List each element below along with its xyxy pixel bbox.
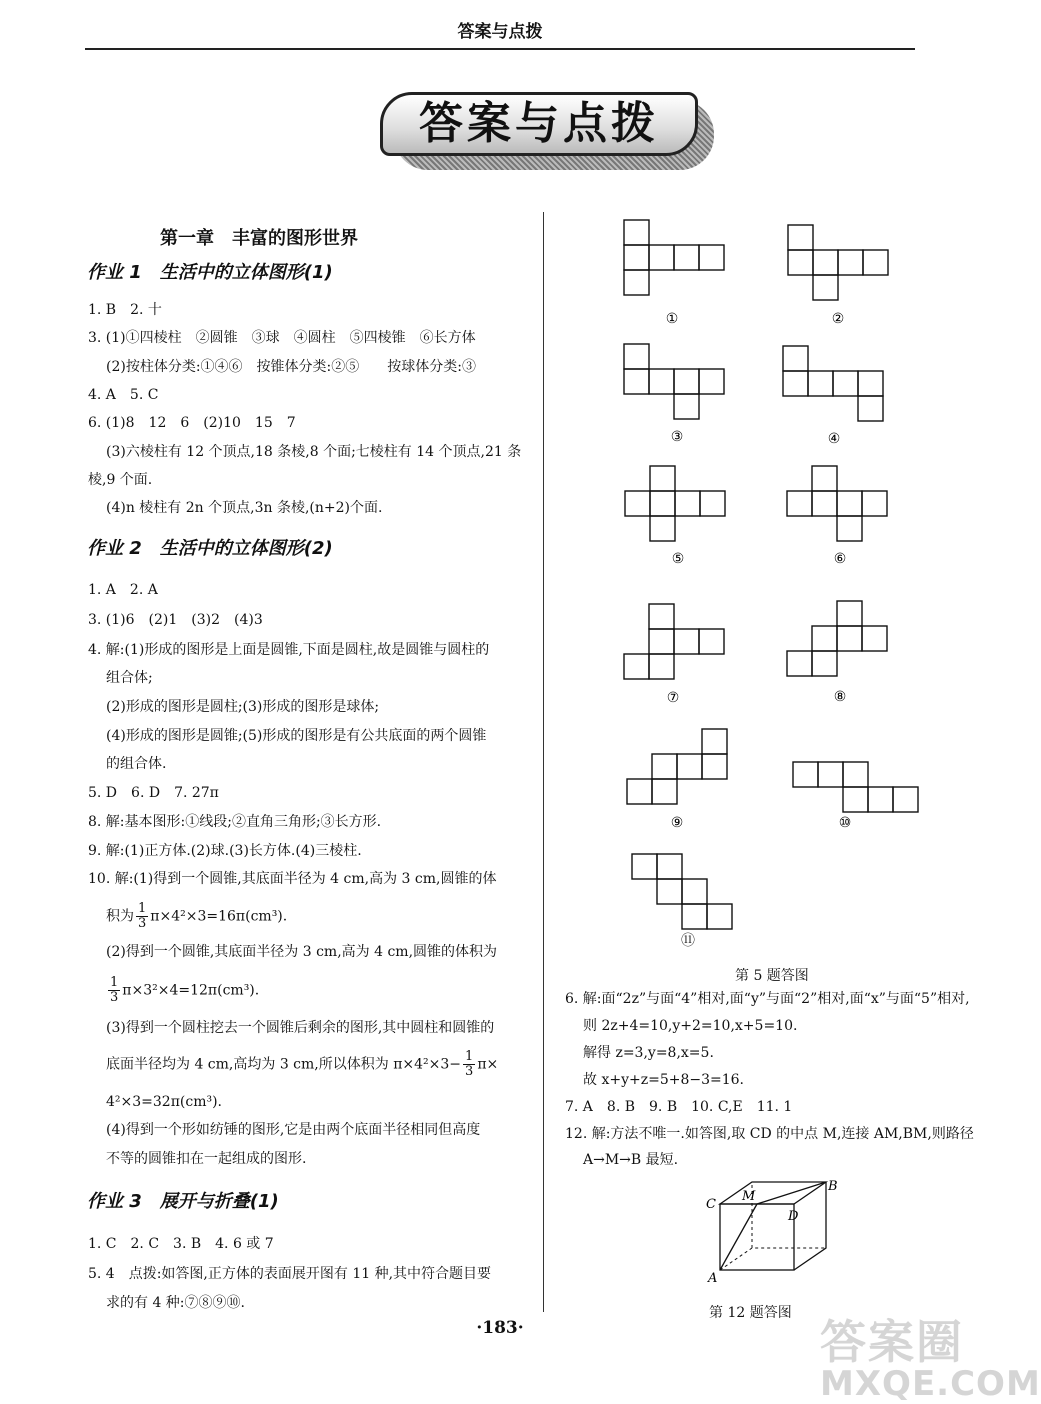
cube-net-2 <box>788 225 888 327</box>
answer-line: 9. 解:(1)正方体.(2)球.(3)长方体.(4)三棱柱. <box>88 843 362 859</box>
net-square <box>677 754 702 779</box>
net-square <box>837 516 862 541</box>
cube-net-6 <box>787 466 887 567</box>
answer-line: 6. (1)8 12 6 (2)10 15 7 <box>88 415 296 431</box>
vertex-label-a: A <box>708 1271 718 1286</box>
text: π×3²×4=12π(cm³). <box>122 982 260 999</box>
answer-line: 解得 z=3,y=8,x=5. <box>583 1045 714 1061</box>
net-square <box>674 629 699 654</box>
net-square <box>699 629 724 654</box>
vertex-label-b: B <box>828 1179 838 1194</box>
vertex-label-d: D <box>788 1209 799 1224</box>
cube-diagram <box>700 1176 840 1296</box>
numerator: 1 <box>138 901 147 916</box>
answer-line: 1. C 2. C 3. B 4. 6 或 7 <box>88 1236 274 1252</box>
cube-net-10 <box>793 762 918 831</box>
net-square <box>707 904 732 929</box>
answer-line: 4. 解:(1)形成的图形是上面是圆锥,下面是圆柱,故是圆锥与圆柱的 <box>88 642 490 658</box>
numerator: 1 <box>465 1049 474 1064</box>
running-header: 答案与点拨 <box>85 18 915 50</box>
section-title-2: 作业 2 生活中的立体图形(2) <box>87 538 333 559</box>
text: 积为 <box>106 908 134 925</box>
numerator: 1 <box>110 975 119 990</box>
net-square <box>702 729 727 754</box>
net-square <box>649 629 674 654</box>
answer-line: 10. 解:(1)得到一个圆锥,其底面半径为 4 cm,高为 3 cm,圆锥的体 <box>88 871 497 887</box>
answer-line: 3. (1)6 (2)1 (3)2 (4)3 <box>88 612 263 628</box>
path-mb <box>757 1182 826 1204</box>
net-square <box>624 369 649 394</box>
net-label: ⑧ <box>833 689 847 705</box>
denominator: 3 <box>465 1064 474 1079</box>
net-square <box>624 654 649 679</box>
net-square <box>862 491 887 516</box>
net-square <box>838 250 863 275</box>
cube-net-7 <box>624 604 724 706</box>
denominator: 3 <box>110 990 119 1005</box>
net-square <box>858 396 883 421</box>
answer-line: (2)形成的图形是圆柱;(3)形成的图形是球体; <box>106 699 380 715</box>
answer-line: 3. (1)①四棱柱 ②圆锥 ③球 ④圆柱 ⑤四棱锥 ⑥长方体 <box>88 330 476 346</box>
net-square <box>818 762 843 787</box>
cube-net-4 <box>783 346 883 447</box>
net-square <box>650 516 675 541</box>
net-label: ② <box>831 311 845 327</box>
answer-line: 5. 4 点拨:如答图,正方体的表面展开图有 11 种,其中符合题目要 <box>88 1266 492 1282</box>
net-square <box>675 491 700 516</box>
net-square <box>674 369 699 394</box>
answer-line: (2)按柱体分类:①④⑥ 按锥体分类:②⑤ 按球体分类:③ <box>106 359 476 375</box>
net-square <box>650 466 675 491</box>
net-square <box>783 346 808 371</box>
net-square <box>812 491 837 516</box>
answer-line: 4²×3=32π(cm³). <box>106 1094 223 1110</box>
net-label: ⑥ <box>833 551 847 567</box>
net-square <box>624 220 649 245</box>
path-am <box>720 1204 757 1270</box>
answer-line: 则 2z+4=10,y+2=10,x+5=10. <box>583 1018 798 1034</box>
net-square <box>657 879 682 904</box>
net-square <box>833 371 858 396</box>
net-square <box>837 626 862 651</box>
net-square <box>649 604 674 629</box>
net-square <box>843 762 868 787</box>
net-square <box>649 369 674 394</box>
net-square <box>863 250 888 275</box>
net-square <box>862 626 887 651</box>
net-square <box>624 245 649 270</box>
vertex-label-m: M <box>742 1189 756 1204</box>
answer-line: (3)六棱柱有 12 个顶点,18 条棱,8 个面;七棱柱有 14 个顶点,21 条 <box>106 444 522 460</box>
answer-line: 故 x+y+z=5+8−3=16. <box>583 1072 744 1088</box>
net-square <box>649 245 674 270</box>
net-square <box>813 275 838 300</box>
cube-net-9 <box>627 729 727 831</box>
cube-net-5 <box>625 466 725 567</box>
text: π× <box>477 1056 499 1073</box>
net-square <box>674 245 699 270</box>
net-square <box>624 270 649 295</box>
denominator: 3 <box>138 916 147 931</box>
answer-line: 8. 解:基本图形:①线段;②直角三角形;③长方形. <box>88 814 382 830</box>
net-square <box>812 626 837 651</box>
answer-line <box>106 1050 498 1079</box>
answer-line: 1. B 2. 十 <box>88 302 162 318</box>
net-square <box>788 225 813 250</box>
net-square <box>783 371 808 396</box>
net-square <box>787 491 812 516</box>
net-label: ④ <box>827 431 841 447</box>
figure-5-caption: 第 5 题答图 <box>735 968 809 984</box>
cube-right-edges <box>794 1182 826 1270</box>
answer-line: 棱,9 个面. <box>88 472 153 488</box>
watermark-top: 答案圈 <box>820 1315 964 1369</box>
net-square <box>627 779 652 804</box>
net-square <box>632 854 657 879</box>
net-square <box>700 491 725 516</box>
cube-net-8 <box>787 601 887 705</box>
watermark <box>820 1315 1041 1404</box>
net-label: ① <box>665 311 679 327</box>
watermark-bottom: MXQE.COM <box>820 1364 1041 1404</box>
cube-net-1 <box>624 220 724 327</box>
net-square <box>625 491 650 516</box>
answer-line: (4)形成的图形是圆锥;(5)形成的图形是有公共底面的两个圆锥 <box>106 728 487 744</box>
net-square <box>843 787 868 812</box>
net-square <box>868 787 893 812</box>
page-number: ·183· <box>476 1318 524 1338</box>
cube-net-3 <box>624 344 724 445</box>
net-square <box>699 369 724 394</box>
vertex-label-c: C <box>706 1197 716 1212</box>
answer-line: (4)n 棱柱有 2n 个顶点,3n 条棱,(n+2)个面. <box>106 500 383 516</box>
net-square <box>837 601 862 626</box>
net-square <box>788 250 813 275</box>
net-square <box>813 250 838 275</box>
net-square <box>812 466 837 491</box>
net-square <box>702 754 727 779</box>
net-square <box>682 904 707 929</box>
figure-12-caption: 第 12 题答图 <box>709 1305 792 1321</box>
net-label: ③ <box>670 429 684 445</box>
answer-line: 的组合体. <box>106 756 167 772</box>
cube-top-face <box>720 1182 826 1204</box>
net-square <box>674 394 699 419</box>
answer-line: 4. A 5. C <box>88 387 159 403</box>
net-label: ⑩ <box>838 815 852 831</box>
answer-line: (4)得到一个形如纺锤的图形,它是由两个底面半径相同但高度 <box>106 1122 481 1138</box>
net-square <box>837 491 862 516</box>
fraction <box>463 1050 475 1079</box>
net-square <box>652 779 677 804</box>
answer-line: 5. D 6. D 7. 27π <box>88 785 219 801</box>
net-square <box>657 854 682 879</box>
answer-line: 求的有 4 种:⑦⑧⑨⑩. <box>106 1295 245 1311</box>
section-title-3: 作业 3 展开与折叠(1) <box>87 1191 279 1212</box>
answer-line: A→M→B 最短. <box>583 1152 679 1168</box>
net-square <box>793 762 818 787</box>
net-square <box>858 371 883 396</box>
net-square <box>624 344 649 369</box>
net-square <box>650 491 675 516</box>
text: π×4²×3=16π(cm³). <box>150 908 288 925</box>
answer-line: 组合体; <box>106 670 153 686</box>
text: 底面半径均为 4 cm,高均为 3 cm,所以体积为 π×4²×3− <box>106 1056 462 1073</box>
banner-title: 答案与点拨 <box>380 92 698 156</box>
net-square <box>652 754 677 779</box>
cube-net-11 <box>632 854 732 949</box>
net-label: ⑦ <box>666 690 680 706</box>
answer-line: (3)得到一个圆柱挖去一个圆锥后剩余的图形,其中圆柱和圆锥的 <box>106 1020 495 1036</box>
net-square <box>808 371 833 396</box>
net-square <box>787 651 812 676</box>
answer-line: 7. A 8. B 9. B 10. C,E 11. 1 <box>565 1099 793 1115</box>
answer-line: 1. A 2. A <box>88 582 158 598</box>
answer-line: 6. 解:面“2z”与面“4”相对,面“y”与面“2”相对,面“x”与面“5”相对, <box>565 991 970 1007</box>
net-label: ⑨ <box>670 815 684 831</box>
net-label: ⑤ <box>671 551 685 567</box>
net-square <box>893 787 918 812</box>
net-square <box>812 651 837 676</box>
net-label: ⑪ <box>681 933 695 949</box>
section-title-1: 作业 1 生活中的立体图形(1) <box>87 262 333 283</box>
answer-line: (2)得到一个圆锥,其底面半径为 3 cm,高为 4 cm,圆锥的体积为 <box>106 944 498 960</box>
answer-line: 不等的圆锥扣在一起组成的图形. <box>106 1151 307 1167</box>
cube-front-face <box>720 1204 794 1270</box>
net-square <box>682 879 707 904</box>
chapter-title: 第一章 丰富的图形世界 <box>160 228 358 249</box>
answer-line: 12. 解:方法不唯一.如答图,取 CD 的中点 M,连接 AM,BM,则路径 <box>565 1126 974 1142</box>
net-square <box>649 654 674 679</box>
net-square <box>699 245 724 270</box>
